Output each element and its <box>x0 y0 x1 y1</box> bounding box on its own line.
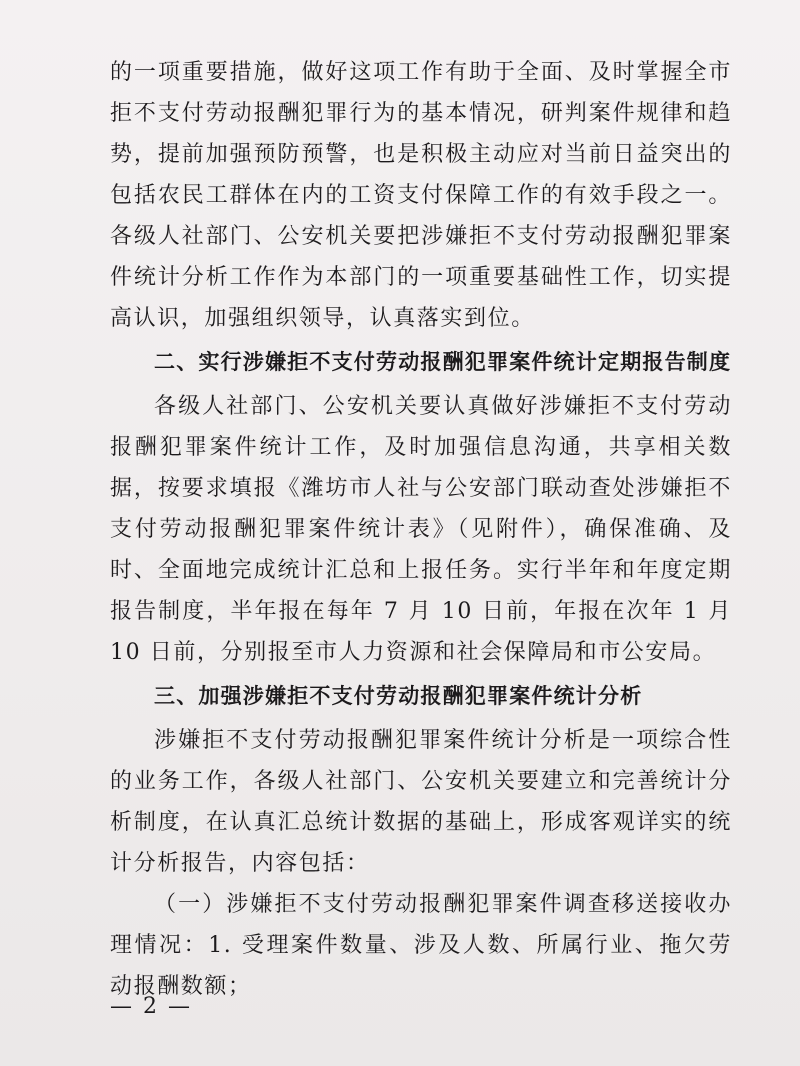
body-paragraph-1: 的一项重要措施，做好这项工作有助于全面、及时掌握全市拒不支付劳动报酬犯罪行为的基本情况，研判案件规律和趋势，提前加强预防预警，也是积极主动应对当前日益突出的包括农民工群体在内的工资支付保障工作的有效手段之一。各级人社部门、公安机关要把涉嫌拒不支付劳动报酬犯罪案件统计分析工作作为本部门的一项重要基础性工作，切实提高认识，加强组织领导，认真落实到位。 <box>110 60 732 331</box>
page-number: — 2 — <box>110 994 192 1019</box>
body-paragraph-3: 涉嫌拒不支付劳动报酬犯罪案件统计分析是一项综合性的业务工作，各级人社部门、公安机关要建立和完善统计分析制度，在认真汇总统计数据的基础上，形成客观详实的统计分析报告，内容包括： <box>110 728 732 876</box>
section-heading-2: 二、实行涉嫌拒不支付劳动报酬犯罪案件统计定期报告制度 <box>154 350 732 374</box>
body-paragraph-2: 各级人社部门、公安机关要认真做好涉嫌拒不支付劳动报酬犯罪案件统计工作，及时加强信息沟通，共享相关数据，按要求填报《潍坊市人社与公安部门联动查处涉嫌拒不支付劳动报酬犯罪案件统计表》（见附件），确保准确、及时、全面地完成统计汇总和上报任务。实行半年和年度定期报告制度，半年报在每年 7 月 10 日前，年报在次年 1 月 10 日前，分别报至市人力资源和社会保障局和市公安局。 <box>110 394 732 665</box>
body-paragraph-4: （一）涉嫌拒不支付劳动报酬犯罪案件调查移送接收办理情况：1. 受理案件数量、涉及人数、所属行业、拖欠劳动报酬数额； <box>110 892 732 999</box>
section-heading-3: 三、加强涉嫌拒不支付劳动报酬犯罪案件统计分析 <box>154 684 643 708</box>
